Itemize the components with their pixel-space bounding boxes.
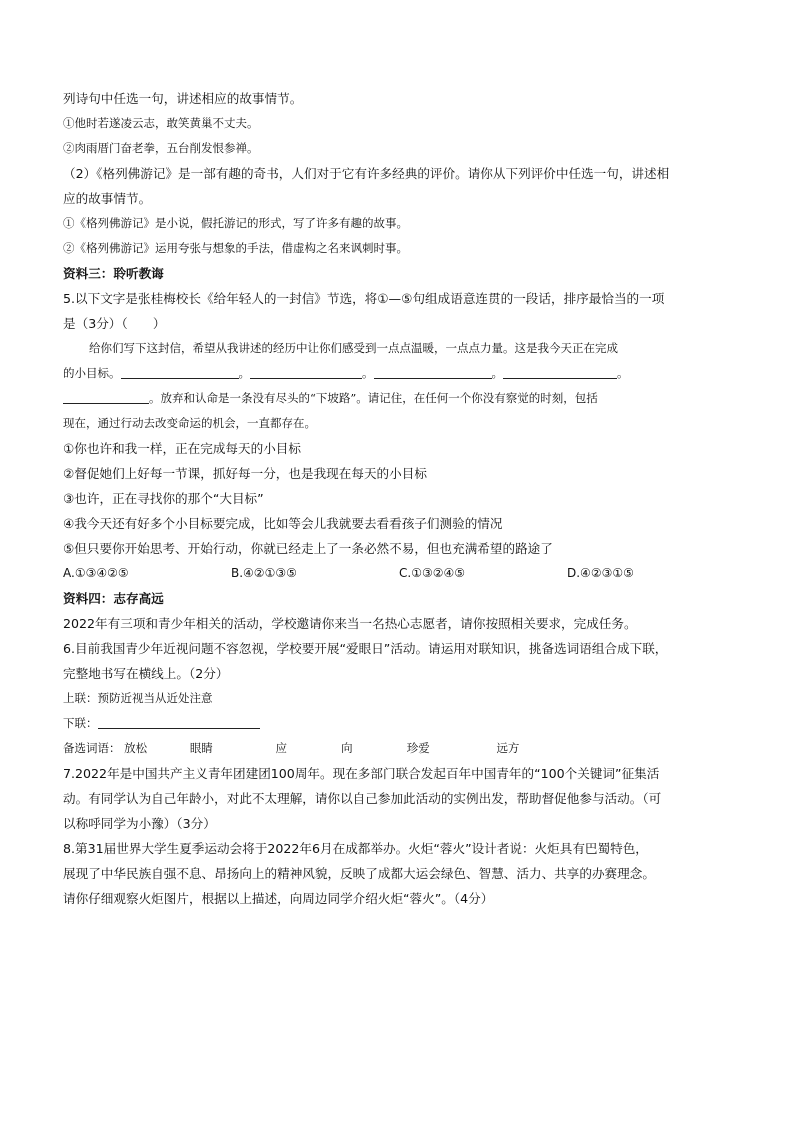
word-item: 眼睛 [189, 741, 213, 755]
question-5-text: 5.以下文字是张桂梅校长《给年轻人的一封信》节选，将①—⑤句组成语意连贯的一段话，排序最恰当的一项 [63, 291, 665, 306]
question-6-text: 完整地书写在横线上。（2分） [63, 666, 229, 681]
word-item: 放松 [124, 741, 148, 755]
sentence-item: ①你也许和我一样，正在完成每天的小目标 [63, 441, 301, 456]
question-text: 应的故事情节。 [63, 191, 152, 206]
question-7-text: 动。有同学认为自己年龄小，对此不太理解，请你以自己参加此活动的实例出发，帮助督促他参与活动。（可 [63, 791, 662, 806]
section-heading: 资料四：志存高远 [63, 591, 164, 606]
word-item: 应 [275, 741, 287, 755]
question-7-text: 7.2022年是中国共产主义青年团建团100周年。现在多部门联合发起百年中国青年的“100个关键词”征集活 [63, 766, 660, 781]
section-heading: 资料三：聆听教诲 [63, 266, 164, 281]
letter-paragraph [63, 386, 735, 411]
review-line: ②《格列佛游记》运用夸张与想象的手法，借虚构之名来讽刺时事。 [63, 241, 408, 255]
letter-text: 的小目标。 [63, 366, 121, 380]
intro-text: 2022年有三项和青少年相关的活动，学校邀请你来当一名热心志愿者，请你按照相关要求，完成任务。 [63, 616, 637, 631]
question-7-text: 以称呼同学为小豫）（3分） [63, 816, 216, 831]
option-c[interactable]: C.①③②④⑤ [399, 566, 465, 580]
word-bank-label: 备选词语： [63, 741, 121, 755]
option-b[interactable]: B.④②①③⑤ [231, 566, 297, 580]
sentence-item: ②督促她们上好每一节课，抓好每一分，也是我现在每天的小目标 [63, 466, 427, 481]
sentence-item: ③也许，正在寻找你的那个“大目标” [63, 491, 264, 506]
letter-paragraph: 的小目标。 。 。 。 。 [63, 366, 629, 380]
question-8-text: 8.第31届世界大学生夏季运动会将于2022年6月在成都举办。火炬“蓉火”设计者说：火炬具有巴蜀特色， [63, 841, 648, 856]
letter-paragraph: 给你们写下这封信，希望从我讲述的经历中让你们感受到一点点温暖，一点点力量。这是我今天正在完成 [89, 341, 618, 355]
answer-blank[interactable] [63, 391, 149, 404]
sentence-item: ④我今天还有好多个小目标要完成，比如等会儿我就要去看看孩子们测验的情况 [63, 516, 503, 531]
answer-blank[interactable] [374, 366, 492, 379]
sentence-item: ⑤但只要你开始思考、开始行动，你就已经走上了一条必然不易，但也充满希望的路途了 [63, 541, 553, 556]
answer-options [63, 561, 735, 586]
word-item: 远方 [496, 741, 520, 755]
question-8-text: 请你仔细观察火炬图片，根据以上描述，向周边同学介绍火炬“蓉火”。（4分） [63, 891, 494, 906]
poem-line: ①他时若遂凌云志，敢笑黄巢不丈夫。 [63, 116, 259, 130]
answer-blank[interactable] [250, 366, 362, 379]
poem-line: ②肉雨厝门奋老拳，五台削发恨参禅。 [63, 141, 259, 155]
question-5-text: 是（3分）（ ） [63, 316, 166, 331]
letter-paragraph: 现在，通过行动去改变命运的机会，一直都存在。 [63, 416, 316, 430]
lower-couplet-blank[interactable] [98, 716, 260, 729]
question-8-text: 展现了中华民族自强不息、昂扬向上的精神风貌，反映了成都大运会绿色、智慧、活力、共享的办赛理念。 [63, 866, 655, 881]
question-text: （2）《格列佛游记》是一部有趣的奇书，人们对于它有许多经典的评价。请你从下列评价中任选一句，讲述相 [63, 166, 670, 181]
document-page [63, 86, 735, 911]
text-line: 列诗句中任选一句，讲述相应的故事情节。 [63, 91, 303, 106]
answer-blank[interactable] [503, 366, 617, 379]
lower-couplet-label: 下联： [63, 716, 98, 730]
word-item: 珍爱 [406, 741, 430, 755]
word-item: 向 [341, 741, 353, 755]
lower-couplet [63, 711, 735, 736]
option-a[interactable]: A.①③④②⑤ [63, 566, 129, 580]
upper-couplet: 上联：预防近视当从近处注意 [63, 691, 213, 705]
word-bank [63, 736, 735, 761]
letter-text: 。放弃和认命是一条没有尽头的“下坡路”。请记住，在任何一个你没有察觉的时刻，包括 [149, 391, 598, 405]
answer-blank[interactable] [121, 366, 239, 379]
option-d[interactable]: D.④②③①⑤ [567, 566, 634, 580]
question-6-text: 6.目前我国青少年近视问题不容忽视，学校要开展“爱眼日”活动。请运用对联知识，挑备选词语组合成下联， [63, 641, 668, 656]
review-line: ①《格列佛游记》是小说，假托游记的形式，写了许多有趣的故事。 [63, 216, 408, 230]
